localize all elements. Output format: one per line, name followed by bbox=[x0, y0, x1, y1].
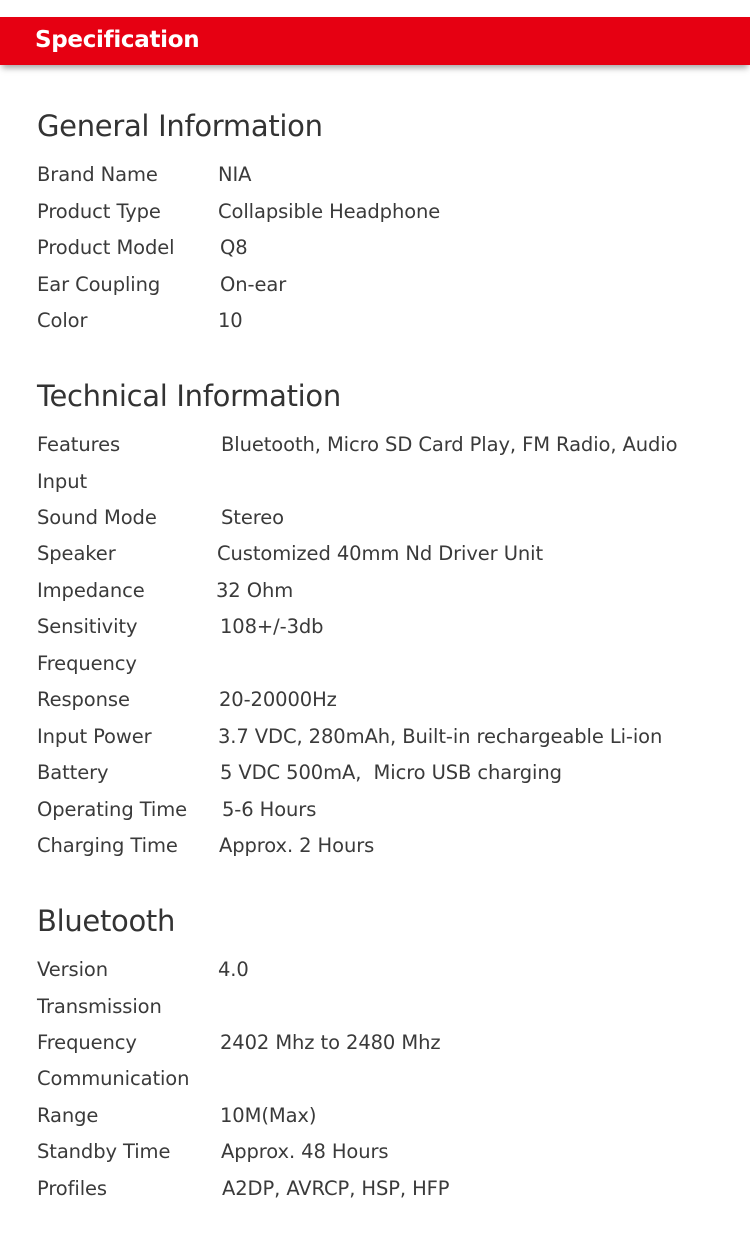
communication-label: Communication bbox=[37, 1067, 190, 1090]
battery-label: Battery bbox=[37, 761, 109, 784]
operating-time-value: 5-6 Hours bbox=[222, 798, 317, 821]
frequency-label: Frequency bbox=[37, 652, 137, 675]
features-label: Features bbox=[37, 433, 121, 456]
specification-banner bbox=[0, 17, 750, 65]
version-value: 4.0 bbox=[218, 958, 249, 981]
product-type-value: Collapsible Headphone bbox=[218, 200, 441, 223]
impedance-label: Impedance bbox=[37, 579, 145, 602]
brand-name-label: Brand Name bbox=[37, 163, 158, 186]
response-value: 20-20000Hz bbox=[219, 688, 337, 711]
charging-time-value: Approx. 2 Hours bbox=[219, 834, 375, 857]
general-info-title: General Information bbox=[37, 109, 323, 143]
brand-name-value: NIA bbox=[218, 163, 252, 186]
standby-time-value: Approx. 48 Hours bbox=[221, 1140, 389, 1163]
banner-title: Specification bbox=[35, 27, 200, 53]
sound-mode-label: Sound Mode bbox=[37, 506, 157, 529]
product-type-label: Product Type bbox=[37, 200, 161, 223]
operating-time-label: Operating Time bbox=[37, 798, 188, 821]
speaker-label: Speaker bbox=[37, 542, 116, 565]
impedance-value: 32 Ohm bbox=[216, 579, 294, 602]
ear-coupling-label: Ear Coupling bbox=[37, 273, 161, 296]
charging-time-label: Charging Time bbox=[37, 834, 178, 857]
bt-frequency-label: Frequency bbox=[37, 1031, 137, 1054]
features-value: Bluetooth, Micro SD Card Play, FM Radio, Audio bbox=[221, 433, 678, 456]
standby-time-label: Standby Time bbox=[37, 1140, 171, 1163]
input-label: Input bbox=[37, 470, 87, 493]
ear-coupling-value: On-ear bbox=[220, 273, 287, 296]
product-model-value: Q8 bbox=[220, 236, 248, 259]
sensitivity-label: Sensitivity bbox=[37, 615, 138, 638]
input-power-label: Input Power bbox=[37, 725, 152, 748]
version-label: Version bbox=[37, 958, 109, 981]
sensitivity-value: 108+/-3db bbox=[220, 615, 324, 638]
bt-frequency-value: 2402 Mhz to 2480 Mhz bbox=[220, 1031, 441, 1054]
profiles-label: Profiles bbox=[37, 1177, 107, 1200]
color-value: 10 bbox=[218, 309, 243, 332]
speaker-value: Customized 40mm Nd Driver Unit bbox=[217, 542, 543, 565]
profiles-value: A2DP, AVRCP, HSP, HFP bbox=[222, 1177, 450, 1200]
input-power-value: 3.7 VDC, 280mAh, Built-in rechargeable Li-ion bbox=[218, 725, 663, 748]
battery-value: 5 VDC 500mA, Micro USB charging bbox=[220, 761, 562, 784]
transmission-label: Transmission bbox=[37, 995, 162, 1018]
bluetooth-title: Bluetooth bbox=[37, 904, 176, 938]
sound-mode-value: Stereo bbox=[221, 506, 284, 529]
response-label: Response bbox=[37, 688, 130, 711]
technical-info-title: Technical Information bbox=[37, 379, 341, 413]
range-value: 10M(Max) bbox=[220, 1104, 317, 1127]
range-label: Range bbox=[37, 1104, 99, 1127]
product-model-label: Product Model bbox=[37, 236, 175, 259]
color-label: Color bbox=[37, 309, 88, 332]
